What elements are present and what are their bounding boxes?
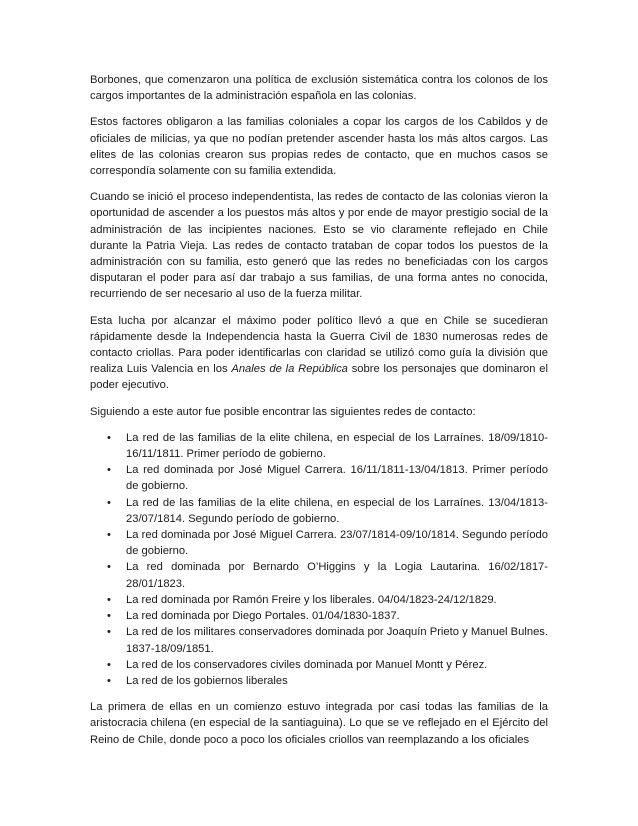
bullet-icon: • <box>107 529 111 542</box>
list-item <box>90 495 548 527</box>
bullet-icon: • <box>107 561 111 574</box>
paragraph-1: Borbones, que comenzaron una política de exclusión sistemática contra los colonos de los cargos importantes de la administración española en las colonias. <box>90 74 548 103</box>
bullet-icon: • <box>107 464 111 477</box>
list-item <box>90 608 548 624</box>
book-title-italic: Anales de la República <box>231 363 348 376</box>
list-item <box>90 462 548 494</box>
bullet-icon: • <box>107 431 111 444</box>
list-item-text: La red dominada por Bernardo O’Higgins y la Logia Lautarina. 16/02/1817-28/01/1823. <box>126 561 548 590</box>
list-item <box>90 527 548 559</box>
bullet-icon: • <box>107 496 111 509</box>
list-item-text: La red dominada por José Miguel Carrera. 23/07/1814-09/10/1814. Segundo período de gobierno. <box>126 529 548 558</box>
list-item-text: La red de las familias de la elite chilena, en especial de los Larraínes. 13/04/1813-23/07/1814. Segundo período de gobierno. <box>126 496 548 525</box>
list-item <box>90 624 548 656</box>
list-item-text: La red dominada por Ramón Freire y los liberales. 04/04/1823-24/12/1829. <box>126 593 497 606</box>
bullet-icon: • <box>107 658 111 671</box>
list-item-text: La red de las familias de la elite chilena, en especial de los Larraínes. 18/09/1810-16/11/1811. Primer período de gobierno. <box>126 431 548 461</box>
list-item-text: La red de los conservadores civiles dominada por Manuel Montt y Pérez. <box>126 658 488 671</box>
contact-networks-list <box>90 430 548 689</box>
list-item-text: La red dominada por José Miguel Carrera. 16/11/1811-13/04/1813. Primer período de gobierno. <box>126 464 548 493</box>
bullet-icon: • <box>107 610 111 623</box>
paragraph-6: La primera de ellas en un comienzo estuvo integrada por casi todas las familias de la aristocracia chilena (en especial de la santiaguina). Lo que se ve reflejado en el Ejército del Reino de Chile, donde poco a poco los oficiales criollos van reemplazando a los oficiales <box>90 701 548 746</box>
paragraph-4-text-start: Esta lucha por alcanzar el máximo poder político llevó a que en Chile se sucedieran rápidamente desde la Independencia hasta la Guerra Civil de 1830 numerosas redes de contacto criollas. Para poder identificarlas con claridad se utilizó como guía la división que realiza Luis Valencia en los <box>90 314 548 376</box>
bullet-icon: • <box>107 593 111 606</box>
bullet-icon: • <box>107 626 111 639</box>
document-page <box>90 72 548 758</box>
list-item-text: La red de los militares conservadores dominada por Joaquín Prieto y Manuel Bulnes. 1837-18/09/1851. <box>126 626 548 655</box>
paragraph-4 <box>90 313 548 394</box>
list-item <box>90 559 548 591</box>
bullet-icon: • <box>107 674 111 687</box>
paragraph-2: Estos factores obligaron a las familias coloniales a copar los cargos de los Cabildos y de oficiales de milicias, ya que no podían pretender ascender hasta los más altos cargos. Las elites de las colonias crearon sus propias redes de contacto, que en muchos casos se correspondía solamente con su familia extendida. <box>90 116 548 178</box>
list-item <box>90 673 548 689</box>
list-item-text: La red dominada por Diego Portales. 01/04/1830-1837. <box>126 610 400 623</box>
list-item <box>90 430 548 462</box>
paragraph-5: Siguiendo a este autor fue posible encontrar las siguientes redes de contacto: <box>90 405 476 418</box>
list-item-text: La red de los gobiernos liberales <box>126 674 288 687</box>
paragraph-4-text-end: sobre los personajes que dominaron el poder ejecutivo. <box>90 363 549 392</box>
list-item <box>90 657 548 673</box>
list-item <box>90 592 548 608</box>
paragraph-3: Cuando se inició el proceso independentista, las redes de contacto de las colonias vieron la oportunidad de ascender a los puestos más altos y por ende de mayor prestigio social de la administración de las incipientes naciones. Esto se vio claramente reflejado en Chile durante la Patria Vieja. Las redes de contacto trataban de copar todos los puestos de la administración con su familia, esto generó que las redes no beneficiadas con los cargos disputaran el poder para así dar trabajo a sus familias, de una forma antes no conocida, recurriendo de ser necesario al uso de la fuerza militar. <box>90 191 548 301</box>
